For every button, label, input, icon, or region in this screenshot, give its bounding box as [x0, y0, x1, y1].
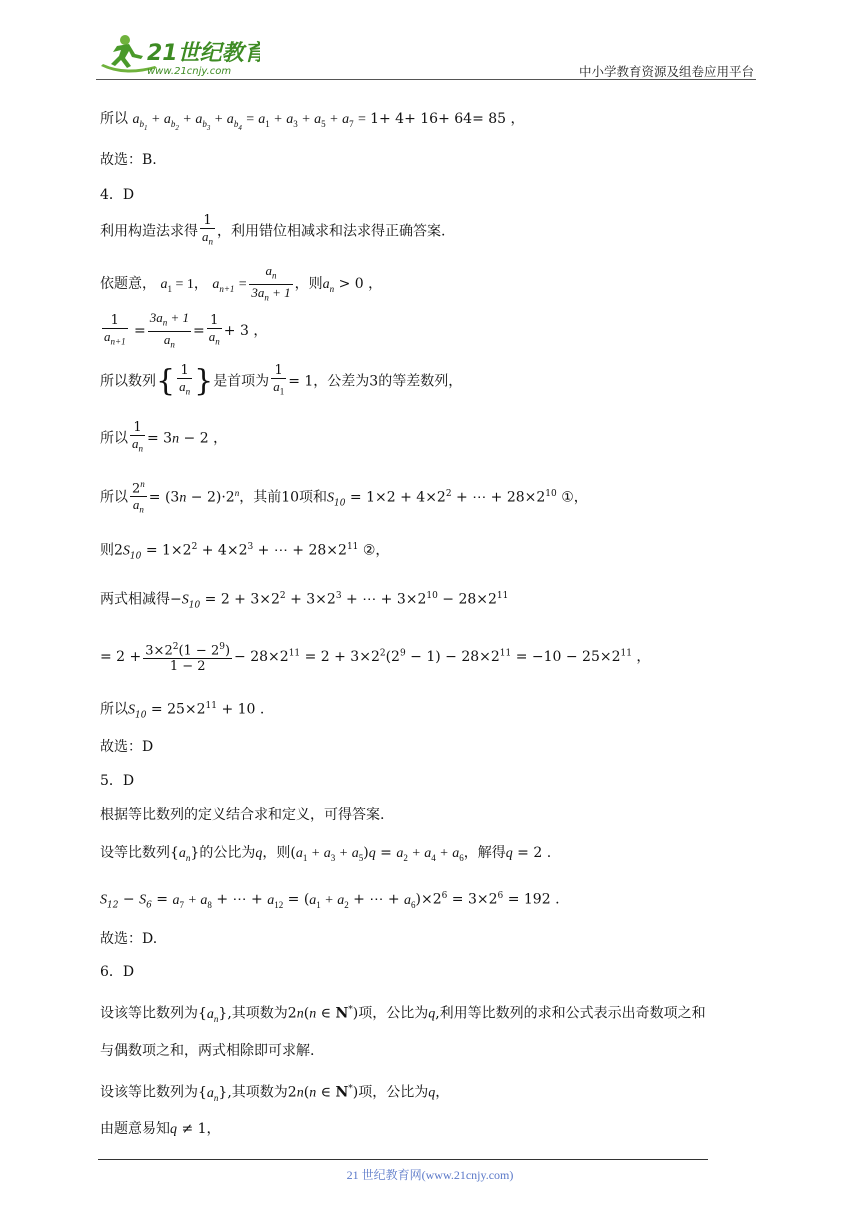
text-line: 与偶数项之和，两式相除即可求解. — [100, 1043, 315, 1059]
text-line: 所以 $\frac{2^n}{a_n}$ = $(3n - 2)\cdot 2^n$，其前10项和$S_{10} = 1\times 2 + 4\times 2^2$ + ⋯ + $28\times 2^{10}$ ①， — [100, 479, 588, 515]
text-line: 故选：D. — [100, 931, 158, 947]
text-line: 利用构造法求得 $\frac{1}{a_n}$ ，利用错位相减求和法求得正确答案. — [100, 213, 446, 247]
logo-url: www.21cnjy.com — [147, 66, 232, 77]
text-line: 所以 $a_{b_1} + a_{b_2} + a_{b_3} + a_{b_4} = a_1 + a_3 + a_5 + a_7 = 1+ 4+ 16+ 64= 85$ ， — [100, 111, 525, 132]
logo-text: 21世纪教育 — [147, 41, 260, 66]
text-line: 设等比数列$\{a_n\}$的公比为q，则$(a_1 + a_3 + a_5)q = a_2 + a_4 + a_6$，解得q = 2 . — [100, 845, 552, 863]
question-number: 5．D — [100, 773, 135, 789]
text-line: $S_{12} - S_6 = a_7 + a_8$ + ⋯ + $a_{12} = (a_1 + a_2$ + ⋯ + $a_6)\times 2^6 = 3\times 2^6 = 192$ . — [100, 891, 560, 911]
text-line: 所以数列{ $\frac{1}{a_n}$ }是首项为 $\frac{1}{a_1}$ = 1，公差为3的等差数列， — [100, 363, 463, 399]
text-line: 故选：B. — [100, 152, 157, 168]
text-line: 依题意， $a_1 = 1$， $a_{n+1}$ = $\frac{a_n}{3a_n + 1}$ ，则$a_n > 0$ ， — [100, 263, 383, 303]
text-line: 则$2S_{10} = 1\times 2^2 + 4\times 2^3$ + ⋯ + $28\times 2^{11}$ ②， — [100, 542, 390, 562]
text-line: 设该等比数列为$\{a_n\}$,其项数为2n(n ∈ N*)项，公比为q， — [100, 1084, 450, 1103]
text-line: 所以 $\frac{1}{a_n}$ = 3n − 2 ， — [100, 420, 228, 454]
text-line: = 2 + $\frac{3\times 2^2(1 - 2^9)}{1 - 2}$ − $28\times 2^{11} = 2 + 3\times 2^2(2^9 - 1) - 28\times 2^{11} = -10 - 25\times 2^{11}$ ， — [100, 642, 651, 675]
header-platform-title: 中小学教育资源及组卷应用平台 — [578, 64, 754, 79]
header-divider — [96, 79, 756, 80]
text-line: 所以$S_{10} = 25\times 2^{11} + 10$ . — [100, 701, 265, 721]
question-number: 4．D — [100, 187, 135, 203]
text-line: 故选：D — [100, 739, 154, 755]
text-line: 由题意易知q ≠ 1， — [100, 1121, 221, 1137]
question-number: 6．D — [100, 964, 135, 980]
text-line: 两式相减得$-S_{10} = 2 + 3\times 2^2 + 3\times 2^3$ + ⋯ + $3\times 2^{10} - 28\times 2^{11}$ — [100, 591, 509, 611]
text-line: 设该等比数列为$\{a_n\}$,其项数为2n(n ∈ N*)项，公比为q,利用等比数列的求和公式表示出奇数项之和 — [100, 1005, 706, 1024]
site-logo — [95, 30, 260, 78]
footer-divider — [98, 1159, 708, 1160]
text-line: $\frac{1}{a_{n+1}}$ = $\frac{3a_n + 1}{a_n}$ = $\frac{1}{a_n}$ + 3 ， — [104, 310, 268, 350]
footer-text: 21 世纪教育网(www.21cnjy.com) — [346, 1168, 514, 1182]
text-line: 根据等比数列的定义结合求和定义，可得答案. — [100, 807, 385, 823]
